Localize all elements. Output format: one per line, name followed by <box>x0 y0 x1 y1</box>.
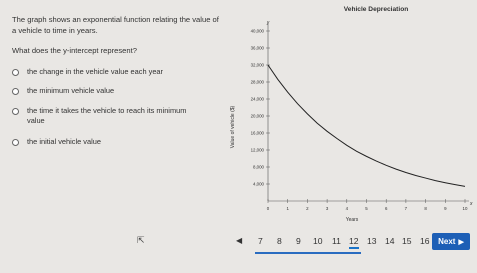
choice-initial-value[interactable] <box>12 137 101 147</box>
radio-button[interactable] <box>12 88 19 95</box>
y-tick-label: 36,000 <box>250 45 264 51</box>
y-tick-label: 40,000 <box>250 28 264 34</box>
question-text: The graph shows an exponential function relating the value of a vehicle to time in years. <box>12 15 219 35</box>
page-13[interactable]: 13 <box>367 236 377 246</box>
page-15[interactable]: 15 <box>402 236 412 246</box>
page-11[interactable]: 11 <box>332 236 341 246</box>
x-tick-label: 5 <box>365 206 368 211</box>
y-tick-label: 32,000 <box>250 62 264 68</box>
x-axis-label: Years <box>345 217 359 222</box>
x-tick-label: 10 <box>462 206 468 211</box>
x-tick-label: 8 <box>424 206 427 211</box>
y-tick-label: 8,000 <box>253 164 264 170</box>
x-tick-label: 2 <box>306 206 309 211</box>
choice-change-per-year[interactable] <box>12 67 163 77</box>
y-tick-label: 20,000 <box>250 113 264 119</box>
y-tick-label: 12,000 <box>250 147 264 153</box>
page-12[interactable]: 12 <box>349 236 359 249</box>
x-tick-label: 1 <box>286 206 289 211</box>
page-10[interactable]: 10 <box>313 236 323 246</box>
series-line <box>268 65 465 186</box>
page-14[interactable]: 14 <box>385 236 395 246</box>
radio-button[interactable] <box>12 69 19 76</box>
question-prompt: What does the y-intercept represent? <box>12 46 137 55</box>
x-tick-label: 9 <box>444 206 447 211</box>
choice-time-to-minimum[interactable] <box>12 106 192 126</box>
choice-label: the time it takes the vehicle to reach its minimum value <box>27 106 187 125</box>
x-tick-label: 0 <box>266 206 270 211</box>
x-axis-letter: x <box>470 201 473 207</box>
page-8[interactable]: 8 <box>277 236 282 246</box>
triangle-right-icon: ▶ <box>458 238 464 246</box>
choice-label: the change in the vehicle value each year <box>27 67 163 76</box>
x-tick-label: 7 <box>404 206 408 211</box>
y-tick-label: 28,000 <box>250 79 264 85</box>
page-7[interactable]: 7 <box>258 236 263 246</box>
vehicle-depreciation-chart <box>228 0 477 222</box>
next-label: Next <box>438 237 456 246</box>
y-axis-letter: y <box>266 20 270 26</box>
x-tick-label: 6 <box>384 206 388 211</box>
y-tick-label: 4,000 <box>253 181 264 187</box>
page-9[interactable]: 9 <box>296 236 301 246</box>
next-button[interactable] <box>432 233 470 250</box>
page-16[interactable]: 16 <box>420 236 430 246</box>
radio-button[interactable] <box>12 139 19 146</box>
radio-button[interactable] <box>12 108 19 115</box>
choice-label: the minimum vehicle value <box>27 86 115 95</box>
triangle-left-icon[interactable]: ◀ <box>236 236 243 245</box>
choice-label: the initial vehicle value <box>27 137 101 146</box>
y-tick-label: 24,000 <box>250 96 264 102</box>
x-tick-label: 4 <box>345 206 349 211</box>
choice-minimum-value[interactable] <box>12 86 114 96</box>
y-axis-label: Value of vehicle ($) <box>230 105 236 149</box>
y-tick-label: 16,000 <box>250 130 264 136</box>
pagination-underline <box>255 252 361 254</box>
x-tick-label: 3 <box>325 206 329 211</box>
chart-title: Vehicle Depreciation <box>343 6 409 13</box>
mouse-pointer-icon: ⇱ <box>137 235 145 245</box>
